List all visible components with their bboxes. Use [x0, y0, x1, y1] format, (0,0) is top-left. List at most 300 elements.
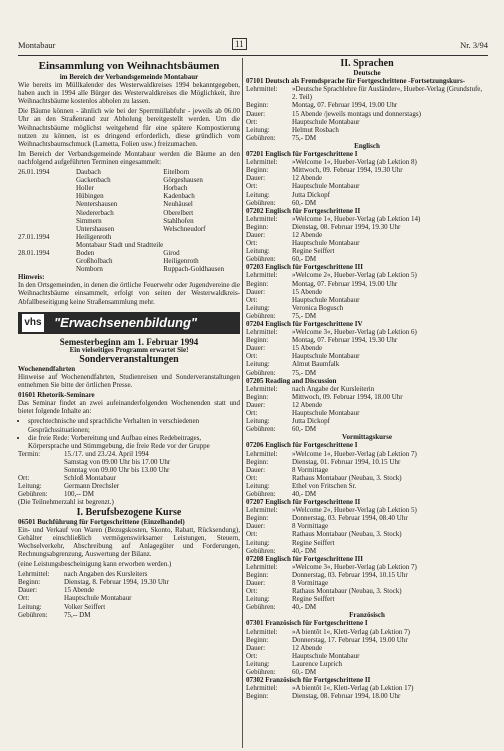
- subsection-heading: Wochenendfahrten: [18, 364, 76, 373]
- course-group: [246, 441, 488, 611]
- table-row: [246, 595, 417, 603]
- content-list: [18, 417, 240, 449]
- semester-subheading: Ein vielseitiges Programm erwartet Sie!: [69, 345, 189, 354]
- field-value: Sonntag von 09.00 Uhr bis 13.00 Uhr: [64, 466, 170, 475]
- table-row: [246, 490, 417, 498]
- table-row: [18, 570, 169, 578]
- field-label: Beginn:: [246, 635, 269, 644]
- table-row: [246, 401, 403, 409]
- paragraph: Hinweise auf Wochenendfahrten, Studienreisen und Sonderveranstaltungen entnehmen Sie bitte der örtlichen Presse.: [18, 373, 240, 390]
- table-row: [246, 288, 417, 296]
- field-value: Regine Seiffert: [292, 538, 335, 547]
- field-label: [18, 466, 64, 474]
- course-details: [18, 570, 169, 619]
- table-row: [246, 110, 488, 118]
- field-label: Lehrmittel:: [246, 85, 278, 94]
- field-value: Donnerstag, 03. Februar 1994, 10.15 Uhr: [292, 570, 408, 579]
- field-label: Lehrmittel:: [246, 684, 278, 693]
- table-row: [246, 563, 417, 571]
- table-row: [246, 450, 417, 458]
- field-label: Beginn:: [246, 166, 269, 175]
- table-row: [18, 586, 169, 594]
- table-row: [246, 547, 417, 555]
- field-label: Gebühren:: [246, 368, 276, 377]
- table-row: [246, 644, 410, 652]
- field-value: »A bientôt 1«, Klett-Verlag (ab Lektion 17): [292, 684, 414, 693]
- field-label: Gebühren:: [18, 490, 48, 499]
- table-row: [246, 506, 417, 514]
- table-row: [246, 223, 420, 231]
- table-row: [246, 522, 417, 530]
- field-label: Beginn:: [246, 692, 269, 701]
- field-value: Hauptschule Montabaur: [292, 409, 360, 418]
- course-heading: 01601 Rhetorik-Seminare: [18, 391, 95, 400]
- course-details: [246, 684, 414, 700]
- table-row: [246, 474, 417, 482]
- course-details: [246, 563, 417, 612]
- table-row: [246, 571, 417, 579]
- field-label: Ort:: [246, 409, 258, 418]
- field-label: Dauer:: [246, 400, 266, 409]
- table-row: [246, 215, 420, 223]
- table-row: [246, 191, 417, 199]
- field-label: Gebühren:: [246, 546, 276, 555]
- field-label: Leitung:: [246, 303, 270, 312]
- field-value: »Welcome 1«, Hueber-Verlag (ab Lektion 8): [292, 158, 417, 167]
- field-value: Hauptschule Montabaur: [64, 594, 132, 603]
- table-row: [18, 466, 170, 474]
- course-heading: 07301 Französisch für Fortgeschrittene I: [246, 619, 368, 628]
- field-label: Gebühren:: [246, 311, 276, 320]
- field-label: Dauer:: [246, 643, 266, 652]
- course-heading: 07201 Englisch für Fortgeschrittene I: [246, 150, 358, 159]
- table-row: [246, 603, 417, 611]
- field-value: 75,- DM: [292, 368, 317, 377]
- table-row: [246, 118, 488, 126]
- field-label: Dauer:: [246, 230, 266, 239]
- field-label: [18, 458, 64, 466]
- field-value: »Welcome 2«, Hueber-Verlag (ab Lektion 5): [292, 271, 417, 280]
- course-details: [246, 271, 417, 320]
- field-value: 75,- DM: [292, 311, 317, 320]
- vhs-banner: [18, 312, 240, 334]
- table-row: [18, 168, 224, 233]
- field-label: Beginn:: [246, 279, 269, 288]
- table-row: [246, 85, 488, 101]
- table-row: [246, 134, 488, 142]
- field-label: Ort:: [246, 239, 258, 248]
- field-label: Dauer:: [246, 579, 266, 587]
- table-row: [18, 578, 169, 586]
- field-label: Beginn:: [246, 336, 269, 345]
- field-value: 15 Abende: [64, 586, 95, 595]
- field-value: Regine Seiffert: [292, 247, 335, 256]
- place-cell: Heiligenroth Montabaur Stadt und Stadtteile: [76, 232, 164, 249]
- field-value: Mittwoch, 09. Februar 1994, 19.30 Uhr: [292, 166, 403, 175]
- table-row: [246, 126, 488, 134]
- field-label: Leitung:: [246, 190, 270, 199]
- hinweis-text: In den Ortsgemeinden, in denen die örtliche Feuerwehr oder Jugendvereine die Weihnachtsbäume einsammelt, erfolgt von seiten der Westerwaldkreis-Abfallbeseitigung keine Straßensammlung mehr.: [18, 281, 240, 306]
- table-row: [18, 474, 170, 482]
- place-cell: [163, 233, 224, 249]
- place-cell: Daubach Gackenbach Holler Hübingen Nentershausen Niedererbach Simmern Untershausen: [76, 168, 118, 233]
- table-row: [246, 587, 417, 595]
- paragraph: Im Bereich der Verbandsgemeinde Montabaur werden die Bäume an den nachfolgend aufgeführten Terminen eingesammelt:: [18, 149, 240, 166]
- course-details: [246, 506, 417, 555]
- field-label: Beginn:: [18, 578, 41, 587]
- field-value: Donnerstag, 17. Februar 1994, 19.00 Uhr: [292, 635, 408, 644]
- table-row: [246, 628, 410, 636]
- table-row: [18, 611, 169, 619]
- field-value: Montag, 07. Februar 1994, 19.00 Uhr: [292, 279, 398, 288]
- article-title: Einsammlung von Weihnachtsbäumen: [38, 60, 220, 72]
- field-label: Beginn:: [246, 101, 269, 110]
- table-row: [18, 249, 224, 273]
- section-title: II. Sprachen: [340, 58, 394, 69]
- field-value: 8 Vormittage: [292, 465, 329, 474]
- field-label: Beginn:: [246, 392, 269, 401]
- field-value: »Welcome 3«, Hueber-Verlag (ab Lektion 7): [292, 562, 417, 571]
- field-value: Hauptschule Montabaur: [292, 352, 360, 361]
- field-label: Beginn:: [246, 457, 269, 466]
- field-label: Lehrmittel:: [246, 449, 278, 458]
- field-value: 12 Abende: [292, 643, 323, 652]
- table-row: [246, 328, 417, 336]
- field-label: Leitung:: [246, 659, 270, 668]
- field-value: »Welcome 2«, Hueber-Verlag (ab Lektion 5): [292, 506, 417, 515]
- date-cell: 28.01.1994: [18, 248, 50, 257]
- table-row: [246, 466, 417, 474]
- table-row: [18, 490, 170, 498]
- field-value: Rathaus Montabaur (Neubau, 3. Stock): [292, 587, 402, 596]
- field-value: Hauptschule Montabaur: [292, 239, 360, 248]
- field-label: Ort:: [18, 594, 30, 603]
- field-label: Leitung:: [18, 602, 42, 611]
- table-row: [246, 579, 417, 587]
- course-details: [246, 215, 420, 264]
- table-row: [246, 312, 417, 320]
- date-cell: 26.01.1994: [18, 168, 50, 177]
- field-value: 60,- DM: [292, 198, 317, 207]
- section-title: I. Berufsbezogene Kurse: [76, 506, 182, 518]
- table-row: [246, 336, 417, 344]
- field-value: Rathaus Montabaur (Neubau, 3. Stock): [292, 473, 402, 482]
- language-heading: Französisch: [349, 611, 385, 620]
- language-heading: Deutsche: [353, 69, 381, 78]
- field-value: 15 Abende: [292, 287, 323, 296]
- table-row: [246, 636, 410, 644]
- vhs-logo: vhs: [22, 314, 44, 332]
- field-value: 12 Abende: [292, 174, 323, 183]
- place-cell: Boden Großholbach Nomborn: [76, 248, 113, 274]
- course-heading: 07206 Englisch für Fortgeschrittene I: [246, 441, 358, 450]
- table-row: [246, 158, 417, 166]
- note: (Die Teilnehmerzahl ist begrenzt.): [18, 498, 114, 507]
- table-row: [246, 482, 417, 490]
- field-value: Jutta Dickopf: [292, 190, 330, 199]
- left-column: [18, 58, 240, 619]
- field-label: Lehrmittel:: [246, 158, 278, 167]
- paragraph: Das Seminar findet an zwei aufeinanderfolgenden Wochenenden statt und bietet folgende Inhalte an:: [18, 399, 240, 416]
- field-value: Montag, 07. Februar 1994, 19.00 Uhr: [292, 101, 398, 110]
- table-row: [246, 393, 403, 401]
- field-value: 40,- DM: [292, 603, 317, 612]
- paragraph: Wie bereits im Müllkalender des Westerwaldkreises 1994 bekanntgegeben, haben auch in 1994 alle Bürger des Westerwaldkreises die Möglichkeit, ihre Weihnachtsbäume kostenlos abholen zu lassen.: [18, 81, 240, 106]
- field-value: 40,- DM: [292, 489, 317, 498]
- field-value: 15 Abende: [292, 344, 323, 353]
- field-value: 75,- DM: [292, 133, 317, 142]
- table-row: [18, 450, 170, 458]
- course-heading: 07208 Englisch für Fortgeschrittene III: [246, 554, 363, 563]
- field-label: Leitung:: [246, 417, 270, 426]
- field-value: Dienstag, 08. Februar 1994, 19.30 Uhr: [292, 222, 401, 231]
- table-row: [246, 660, 410, 668]
- field-label: Ort:: [246, 651, 258, 660]
- field-value: 12 Abende: [292, 230, 323, 239]
- table-row: [246, 255, 420, 263]
- field-label: Gebühren:: [246, 603, 276, 612]
- list-item: • die freie Rede: Vorbereitung und Aufbau eines Redebeitrages, Körpersprache und Stimmgebung, die freie Rede vor der Gruppe: [28, 434, 240, 450]
- field-value: nach Angabe der Kursleiterin: [292, 384, 375, 393]
- field-value: 40,- DM: [292, 546, 317, 555]
- field-value: Veronica Bogusch: [292, 303, 344, 312]
- field-label: Gebühren:: [18, 610, 48, 619]
- section-title: Sonderveranstaltungen: [79, 353, 179, 365]
- field-value: »A bientôt 1«, Klett-Verlag (ab Lektion 7): [292, 627, 410, 636]
- course-details: [246, 450, 417, 499]
- table-row: [18, 458, 170, 466]
- field-value: nach Angaben des Kursleiters: [64, 570, 148, 579]
- table-row: [246, 425, 403, 433]
- field-value: Hauptschule Montabaur: [292, 182, 360, 191]
- field-value: »Welcome 1«, Hueber-Verlag (ab Lektion 14): [292, 214, 421, 223]
- field-value: Hauptschule Montabaur: [292, 117, 360, 126]
- field-label: Ort:: [18, 474, 30, 483]
- field-label: Gebühren:: [246, 198, 276, 207]
- field-value: 8 Vormittage: [292, 522, 329, 531]
- course-heading: 06501 Buchführung für Fortgeschrittene (Einzelhandel): [18, 517, 185, 526]
- banner-title: "Erwachsenenbildung": [54, 314, 198, 330]
- field-label: Gebühren:: [246, 489, 276, 498]
- table-row: [246, 182, 417, 190]
- table-row: [246, 199, 417, 207]
- table-row: [246, 417, 403, 425]
- field-value: Laurence Luprich: [292, 659, 342, 668]
- field-value: 75,-- DM: [64, 610, 91, 619]
- table-row: [246, 385, 403, 393]
- field-value: Montag, 07. Februar 1994, 19.30 Uhr: [292, 336, 398, 345]
- course-details: [246, 158, 417, 207]
- issue-number: Nr. 3/94: [460, 40, 488, 50]
- field-value: 15./17. und 23./24. April 1994: [64, 449, 149, 458]
- course-group: [246, 619, 488, 700]
- course-heading: 07205 Reading and Discussion: [246, 376, 337, 385]
- field-value: Hauptschule Montabaur: [292, 651, 360, 660]
- table-row: [18, 603, 169, 611]
- field-label: Dauer:: [246, 522, 266, 531]
- field-value: Dienstag, 08. Februar 1994, 18.00 Uhr: [292, 692, 401, 701]
- place-cell: Eitelborn Görgeshausen Horbach Kadenbach Neuhäusel Oberelbert Stahlhofen Welschneudorf: [163, 168, 206, 233]
- field-label: Ort:: [246, 182, 258, 191]
- field-label: Gebühren:: [246, 668, 276, 677]
- course-details: [246, 628, 410, 677]
- date-cell: 27.01.1994: [18, 232, 50, 241]
- field-value: »Welcome 1«, Hueber-Verlag (ab Lektion 7): [292, 449, 417, 458]
- field-value: Samstag von 09.00 Uhr bis 17.00 Uhr: [64, 457, 171, 466]
- table-row: [246, 352, 417, 360]
- field-label: Lehrmittel:: [246, 506, 278, 515]
- field-label: Gebühren:: [246, 133, 276, 142]
- place-cell: Girod Heiligenroth Ruppach-Goldhausen: [163, 248, 224, 274]
- field-label: Beginn:: [246, 570, 269, 579]
- course-heading: 07204 Englisch für Fortgeschrittene IV: [246, 320, 363, 328]
- course-details: [246, 85, 488, 142]
- table-row: [246, 539, 417, 547]
- field-value: 12 Abende: [292, 400, 323, 409]
- field-value: Volker Seiffert: [64, 602, 106, 611]
- field-label: Ort:: [246, 295, 258, 304]
- field-label: Lehrmittel:: [18, 570, 50, 579]
- field-label: Ort:: [246, 352, 258, 361]
- table-row: [246, 271, 417, 279]
- field-value: Hauptschule Montabaur: [292, 295, 360, 304]
- course-group: [246, 150, 488, 433]
- field-value: Regine Seiffert: [292, 595, 335, 604]
- paragraph: Die Bäume können - ähnlich wie bei der Sperrmüllabfuhr - jeweils ab 06.00 Uhr an den Straßenrand zur Abholung bereitgestellt werden. Um die Weihnachtsbäume möglichst weitgehend für eine spätere Kompostierung nutzen zu können, ist es dringend erforderlich, diese gründlich vom Weihnachtsbaumschmuck (Lametta, Folien usw.) freizumachen.: [18, 107, 240, 148]
- table-row: [246, 296, 417, 304]
- table-row: [246, 360, 417, 368]
- field-label: Leitung:: [18, 482, 42, 491]
- field-label: Leitung:: [246, 538, 270, 547]
- page-header: [18, 38, 488, 54]
- field-label: Ort:: [246, 117, 258, 126]
- table-row: [246, 514, 417, 522]
- field-label: Lehrmittel:: [246, 271, 278, 280]
- field-value: Rathaus Montabaur (Neubau, 3. Stock): [292, 530, 402, 539]
- header-rule: [18, 55, 488, 56]
- table-row: [246, 409, 403, 417]
- table-row: [246, 458, 417, 466]
- field-value: Almut Baumfalk: [292, 360, 340, 369]
- field-value: 60,- DM: [292, 668, 317, 677]
- table-row: [246, 247, 420, 255]
- field-value: 100,-- DM: [64, 490, 94, 499]
- field-label: Dauer:: [246, 109, 266, 118]
- field-value: »Welcome 3«, Hueber-Verlag (ab Lektion 6): [292, 328, 417, 337]
- course-heading: 07302 Französisch für Fortgeschrittene II: [246, 676, 371, 685]
- field-label: Ort:: [246, 530, 258, 539]
- field-value: Jutta Dickopf: [292, 417, 330, 426]
- table-row: [246, 652, 410, 660]
- table-row: [246, 231, 420, 239]
- table-row: [246, 174, 417, 182]
- field-label: Ort:: [246, 587, 258, 596]
- list-item: • sprechtechnische und sprachliche Verhalten in verschiedenen Gesprächssituationen;: [28, 417, 240, 433]
- language-heading: Englisch: [354, 141, 380, 150]
- table-row: [246, 684, 414, 692]
- field-label: Gebühren:: [246, 255, 276, 264]
- field-value: 60,- DM: [292, 425, 317, 434]
- field-value: Germann Drechsler: [64, 482, 120, 491]
- field-label: Lehrmittel:: [246, 214, 278, 223]
- semester-heading: Semesterbeginn am 1. Februar 1994: [59, 336, 199, 347]
- field-value: »Deutsche Sprachlehre für Ausländer«, Hueber-Verlag (Grundstufe, 2. Teil): [292, 85, 483, 102]
- field-label: Lehrmittel:: [246, 384, 278, 393]
- field-value: 60,- DM: [292, 255, 317, 264]
- field-value: Helmut Rosbach: [292, 125, 339, 134]
- field-label: Leitung:: [246, 247, 270, 256]
- column-divider: [242, 58, 243, 748]
- note: (eine Leistungsbescheinigung kann erworben werden.): [18, 560, 172, 569]
- field-label: Lehrmittel:: [246, 328, 278, 337]
- field-value: Dienstag, 01. Februar 1994, 10.15 Uhr: [292, 457, 401, 466]
- table-row: [18, 482, 170, 490]
- field-label: Lehrmittel:: [246, 627, 278, 636]
- page-number: 11: [232, 38, 247, 50]
- field-value: Ethel von Fritschen Sr.: [292, 481, 357, 490]
- table-row: [246, 369, 417, 377]
- field-value: Dienstag, 8. Februar 1994, 19.30 Uhr: [64, 578, 169, 587]
- table-row: [246, 101, 488, 109]
- course-details: [246, 385, 403, 434]
- table-row: [18, 594, 169, 602]
- field-value: 15 Abende /jeweils montags und donnerstags): [292, 109, 421, 118]
- field-value: Mittwoch, 09. Februar 1994, 18.00 Uhr: [292, 392, 403, 401]
- course-block: [246, 77, 488, 142]
- field-label: Dauer:: [246, 174, 266, 183]
- field-label: Dauer:: [246, 344, 266, 353]
- course-details: [246, 328, 417, 377]
- table-row: [246, 692, 414, 700]
- table-row: [246, 304, 417, 312]
- table-row: [246, 239, 420, 247]
- field-label: Leitung:: [246, 125, 270, 134]
- field-label: Beginn:: [246, 514, 269, 523]
- header-town: Montabaur: [18, 40, 56, 50]
- course-heading: 07101 Deutsch als Fremdsprache für Fortgeschrittene -Fortsetzungskurs-: [246, 77, 466, 86]
- field-label: Termin:: [18, 449, 41, 458]
- table-row: [246, 280, 417, 288]
- paragraph: Ein- und Verkauf von Waren (Bezugskosten, Skonto, Rabatt, Rücksendung), Gehälter einschließlich vermögenswirksamer Leistungen, Steuern, Wechselverkehr, Abschreibung auf Anlagegüter und Forderungen, Rechnungsabgrenzung, Auswertung der Bilanz.: [18, 525, 240, 558]
- course-heading: 07203 Englisch für Fortgeschrittene III: [246, 263, 363, 272]
- language-heading: Vormittagskurse: [342, 433, 392, 442]
- field-label: Gebühren:: [246, 425, 276, 434]
- course-heading: 07202 Englisch für Fortgeschrittene II: [246, 206, 361, 215]
- field-label: Leitung:: [246, 481, 270, 490]
- field-label: Ort:: [246, 473, 258, 482]
- hinweis-label: Hinweis:: [18, 273, 45, 282]
- table-row: [246, 668, 410, 676]
- table-row: [246, 530, 417, 538]
- field-label: Beginn:: [246, 222, 269, 231]
- course-details: [18, 450, 170, 499]
- table-row: [18, 233, 224, 249]
- field-label: Lehrmittel:: [246, 562, 278, 571]
- article-subtitle: im Bereich der Verbandsgemeinde Montabaur: [59, 73, 199, 81]
- field-value: 8 Vormittage: [292, 579, 329, 587]
- field-label: Leitung:: [246, 595, 270, 604]
- field-value: Schloß Montabaur: [64, 474, 116, 483]
- field-label: Dauer:: [18, 586, 38, 595]
- field-label: Dauer:: [246, 465, 266, 474]
- field-label: Leitung:: [246, 360, 270, 369]
- collection-dates-table: [18, 168, 224, 273]
- field-label: Dauer:: [246, 287, 266, 296]
- right-column: [246, 58, 488, 700]
- table-row: [246, 166, 417, 174]
- table-row: [246, 344, 417, 352]
- course-heading: 07207 Englisch für Fortgeschrittene II: [246, 498, 361, 507]
